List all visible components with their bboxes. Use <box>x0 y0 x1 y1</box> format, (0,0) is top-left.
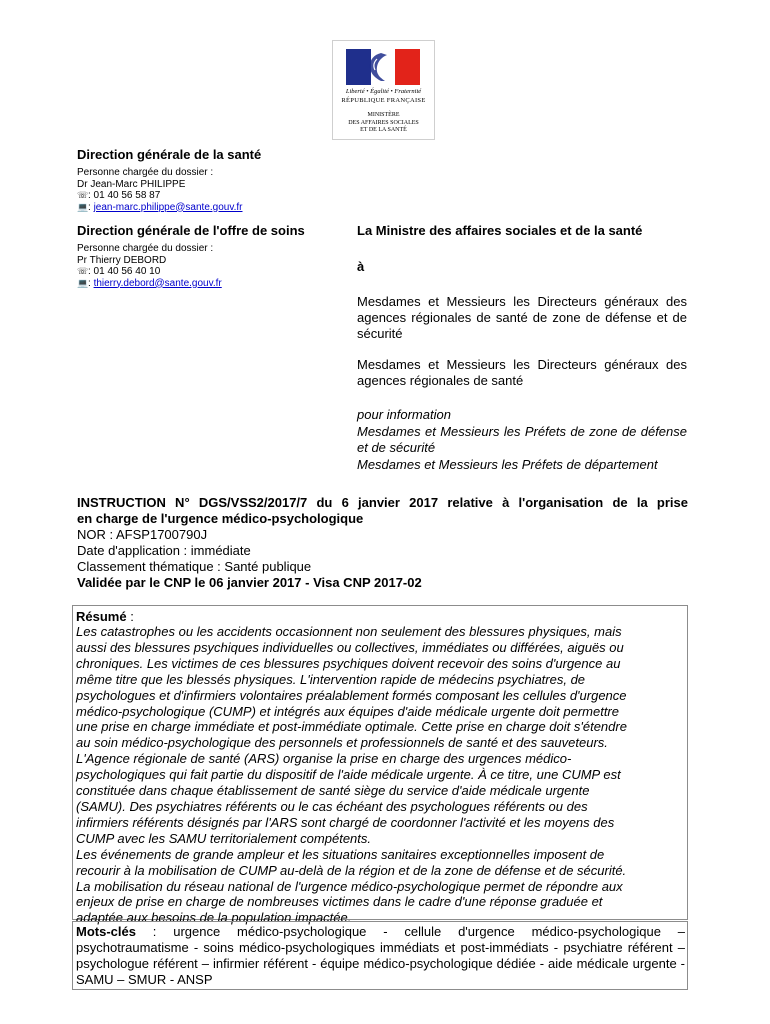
republic-motto: Liberté • Égalité • Fraternité <box>345 88 422 95</box>
recipients-1: Mesdames et Messieurs les Directeurs généraux des agences régionales de santé de zone de défense et de sécurité <box>357 294 687 341</box>
info-recipients-2: Mesdames et Messieurs les Préfets de département <box>357 457 658 472</box>
contact-email: 💻: thierry.debord@sante.gouv.fr <box>77 277 222 289</box>
phone-icon: ☏ <box>77 190 89 200</box>
contact-name: Dr Jean-Marc PHILIPPE <box>77 178 186 190</box>
phone-icon: ☏ <box>77 266 89 276</box>
republic-name: RÉPUBLIQUE FRANÇAISE <box>341 97 426 104</box>
summary-box <box>72 605 688 926</box>
summary-heading: Résumé : <box>76 609 134 624</box>
email-link[interactable]: thierry.debord@sante.gouv.fr <box>93 277 222 289</box>
nor-reference: NOR : AFSP1700790J <box>77 527 208 542</box>
computer-icon: 💻 <box>77 201 89 212</box>
keywords-label: Mots-clés <box>76 924 136 939</box>
cnp-validation: Validée par le CNP le 06 janvier 2017 - Visa CNP 2017-02 <box>77 575 422 590</box>
contact-phone: ☏: 01 40 56 40 10 <box>77 266 161 277</box>
instruction-header <box>77 495 688 591</box>
keywords-list: : urgence médico-psychologique - cellule d'urgence médico-psychologique – psychotraumatisme - soins médico-psychologiques immédiats et post-immédiats - psychiatre référent – psychologue référent – infirmier référent - équipe médico-psychologique dédiée - aide médicale urgente - SAMU – SMUR - ANSP <box>76 924 685 987</box>
contact-email: 💻: jean-marc.philippe@sante.gouv.fr <box>77 201 243 213</box>
contact-name: Pr Thierry DEBORD <box>77 254 167 266</box>
keywords-box <box>72 921 688 990</box>
to-label: à <box>357 259 365 274</box>
contact-label: Personne chargée du dossier : <box>77 243 214 254</box>
keywords-text <box>76 924 685 988</box>
recipients-2: Mesdames et Messieurs les Directeurs généraux des agences régionales de santé <box>357 357 687 388</box>
contact-label: Personne chargée du dossier : <box>77 167 214 178</box>
sender1-title: Direction générale de la santé <box>77 147 262 162</box>
sender2-contact <box>77 243 222 289</box>
sender1-contact <box>77 167 243 213</box>
ministry-name: MINISTÈRE DES AFFAIRES SOCIALES ET DE LA SANTÉ <box>348 112 419 133</box>
instruction-title-line2: en charge de l'urgence médico-psychologique <box>77 511 364 526</box>
email-link[interactable]: jean-marc.philippe@sante.gouv.fr <box>93 201 243 213</box>
instruction-title-line1: INSTRUCTION N° DGS/VSS2/2017/7 du 6 janvier 2017 relative à l'organisation de la prise <box>77 495 688 510</box>
contact-phone: ☏: 01 40 56 58 87 <box>77 190 161 201</box>
info-label: pour information <box>357 407 451 422</box>
info-recipients-1: Mesdames et Messieurs les Préfets de zone de défense et de sécurité <box>357 424 687 455</box>
sender2-title: Direction générale de l'offre de soins <box>77 223 305 238</box>
summary-text: Les catastrophes ou les accidents occasionnent non seulement des blessures physiques, mais aussi des blessures psychiques individuelles ou collectives, immédiates ou différées, aiguës ou chroniques. Les victimes de ces blessures psychiques doivent recevoir des soins d'urgence au même titre que les blessés physiques. L'intervention rapide de médecins psychiatres, de psychologues et d'infirmiers volontaires préalablement formés composant les cellules d'urgence médico-psychologique (CUMP) et intégrés aux équipes d'aide médicale urgente doit permettre une prise en charge immédiate et post-immédiate optimale. Cette prise en charge doit s'étendre au soin médico-psychologique des personnels et professionnels de santé et des sauveteurs. L'Agence régionale de santé (ARS) organise la prise en charge des urgences médico- psychologiques qui fait partie du dispositif de l'aide médicale urgente. À ce titre, une CUMP est constituée dans chaque établissement de santé siège du service d'aide médicale urgente (SAMU). Des psychiatres référents ou le cas échéant des psychologues référents ou des infirmiers référents désignés par l'ARS sont chargé de coordonner l'activité et les moyens des CUMP avec les SAMU territorialement compétents. Les événements de grande ampleur et les situations sanitaires exceptionnelles imposent de recourir à la mobilisation de CUMP au-delà de la région et de la zone de défense et de sécurité. La mobilisation du réseau national de l'urgence médico-psychologique permet de répondre aux enjeux de prise en charge de nombreuses victimes dans le cadre d'une réponse graduée et adaptée aux besoins de la population impactée. <box>76 624 627 926</box>
ministry-logo <box>332 40 435 140</box>
minister-title: La Ministre des affaires sociales et de la santé <box>357 223 643 238</box>
thematic-classification: Classement thématique : Santé publique <box>77 559 312 574</box>
application-date: Date d'application : immédiate <box>77 543 251 558</box>
marianne-icon <box>363 51 389 83</box>
computer-icon: 💻 <box>77 277 89 288</box>
